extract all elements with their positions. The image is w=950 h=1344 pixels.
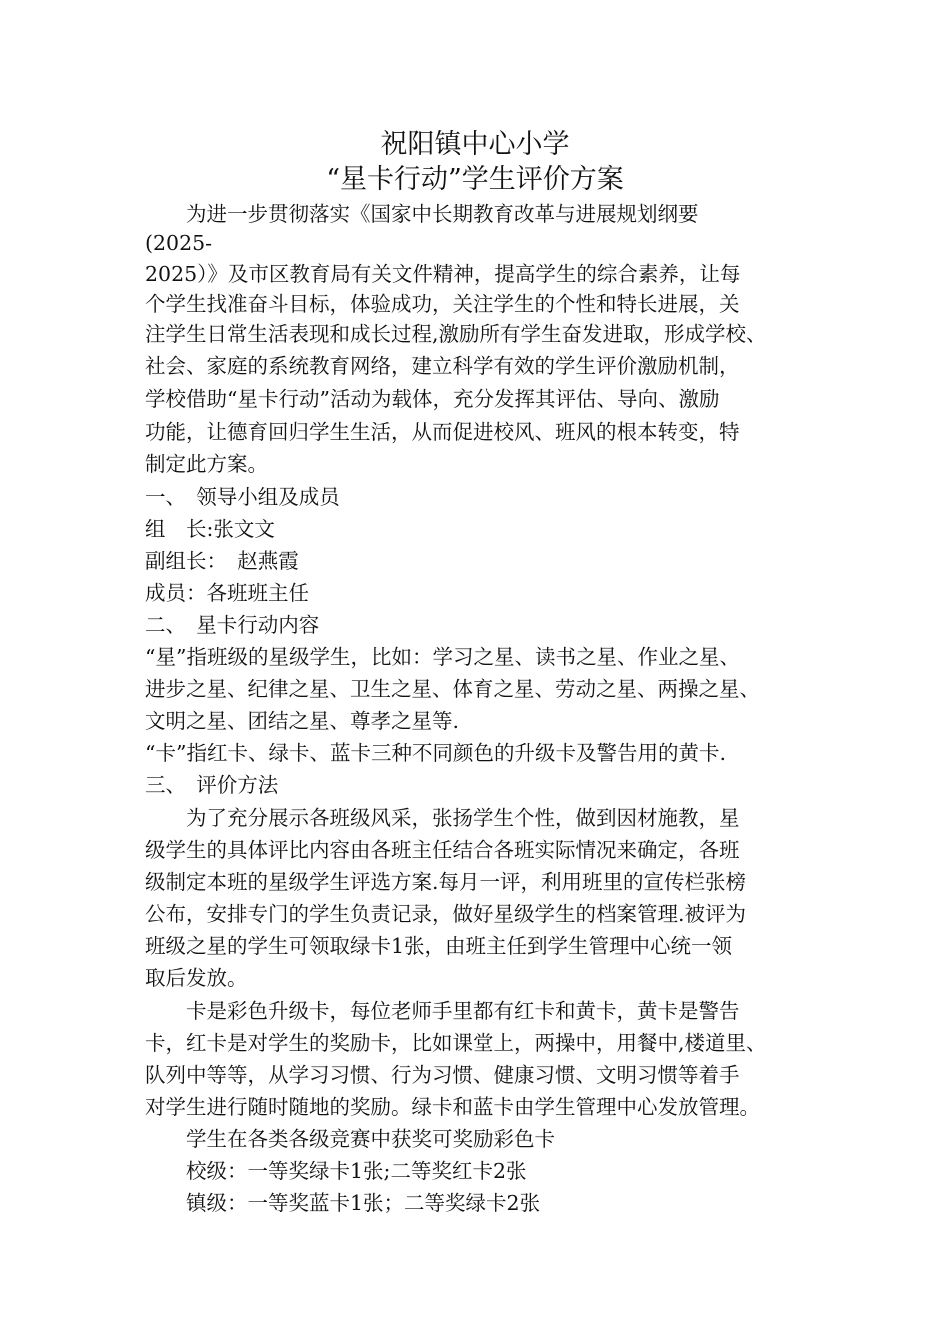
award-school-level: 校级：一等奖绿卡1张;二等奖红卡2张 bbox=[145, 1159, 527, 1183]
paragraph-line: 文明之星、团结之星、尊孝之星等. bbox=[145, 709, 460, 733]
paragraph-line: 学生在各类各级竞赛中获奖可奖励彩色卡 bbox=[145, 1127, 555, 1151]
paragraph-line: 制定此方案。 bbox=[145, 452, 268, 476]
paragraph-line: 班级之星的学生可领取绿卡1张，由班主任到学生管理中心统一领 bbox=[145, 934, 733, 958]
paragraph-line: 队列中等等，从学习习惯、行为习惯、健康习惯、文明习惯等着手 bbox=[145, 1063, 740, 1087]
deputy-leader-line: 副组长： 赵燕霞 bbox=[145, 549, 299, 573]
paragraph-line: 取后发放。 bbox=[145, 966, 248, 990]
section-heading-3: 三、 评价方法 bbox=[145, 773, 279, 797]
paragraph-line: “星”指班级的星级学生，比如：学习之星、读书之星、作业之星、 bbox=[145, 645, 740, 669]
school-title: 祝阳镇中心小学 bbox=[380, 129, 570, 160]
paragraph-line: 卡，红卡是对学生的奖励卡，比如课堂上，两操中，用餐中,楼道里、 bbox=[145, 1031, 767, 1055]
paragraph-line: 进步之星、纪律之星、卫生之星、体育之星、劳动之星、两操之星、 bbox=[145, 677, 760, 701]
paragraph-line: 注学生日常生活表现和成长过程,激励所有学生奋发进取，形成学校、 bbox=[145, 322, 767, 346]
paragraph-line: 学校借助“星卡行动”活动为载体，充分发挥其评估、导向、激励 bbox=[145, 387, 720, 411]
paragraph-line: 社会、家庭的系统教育网络，建立科学有效的学生评价激励机制， bbox=[145, 354, 740, 378]
section-heading-1: 一、 领导小组及成员 bbox=[145, 485, 340, 509]
members-line: 成员：各班班主任 bbox=[145, 581, 309, 605]
section-heading-2: 二、 星卡行动内容 bbox=[145, 613, 320, 637]
paragraph-line: 对学生进行随时随地的奖励。绿卡和蓝卡由学生管理中心发放管理。 bbox=[145, 1095, 760, 1119]
award-town-level: 镇级：一等奖蓝卡1张；二等奖绿卡2张 bbox=[145, 1191, 541, 1215]
paragraph-line: 个学生找准奋斗目标，体验成功，关注学生的个性和特长进展，关 bbox=[145, 292, 740, 316]
paragraph-line: “卡”指红卡、绿卡、蓝卡三种不同颜色的升级卡及警告用的黄卡. bbox=[145, 741, 726, 765]
paragraph-line: 2025）》及市区教育局有关文件精神，提高学生的综合素养，让每 bbox=[145, 262, 741, 286]
leader-line: 组 长:张文文 bbox=[145, 517, 275, 541]
plan-title: “星卡行动”学生评价方案 bbox=[326, 164, 624, 195]
paragraph-line: 级制定本班的星级学生评选方案.每月一评，利用班里的宣传栏张榜 bbox=[145, 870, 747, 894]
paragraph-line: 公布，安排专门的学生负责记录，做好星级学生的档案管理.被评为 bbox=[145, 902, 747, 926]
paragraph-line: 为了充分展示各班级风采，张扬学生个性，做到因材施教，星 bbox=[145, 806, 740, 830]
paragraph-line: (2025- bbox=[145, 231, 213, 255]
paragraph-line: 卡是彩色升级卡，每位老师手里都有红卡和黄卡，黄卡是警告 bbox=[145, 999, 740, 1023]
paragraph-line: 级学生的具体评比内容由各班主任结合各班实际情况来确定，各班 bbox=[145, 838, 740, 862]
paragraph-line: 为进一步贯彻落实《国家中长期教育改革与进展规划纲要 bbox=[145, 202, 699, 226]
paragraph-line: 功能，让德育回归学生生活，从而促进校风、班风的根本转变，特 bbox=[145, 420, 740, 444]
